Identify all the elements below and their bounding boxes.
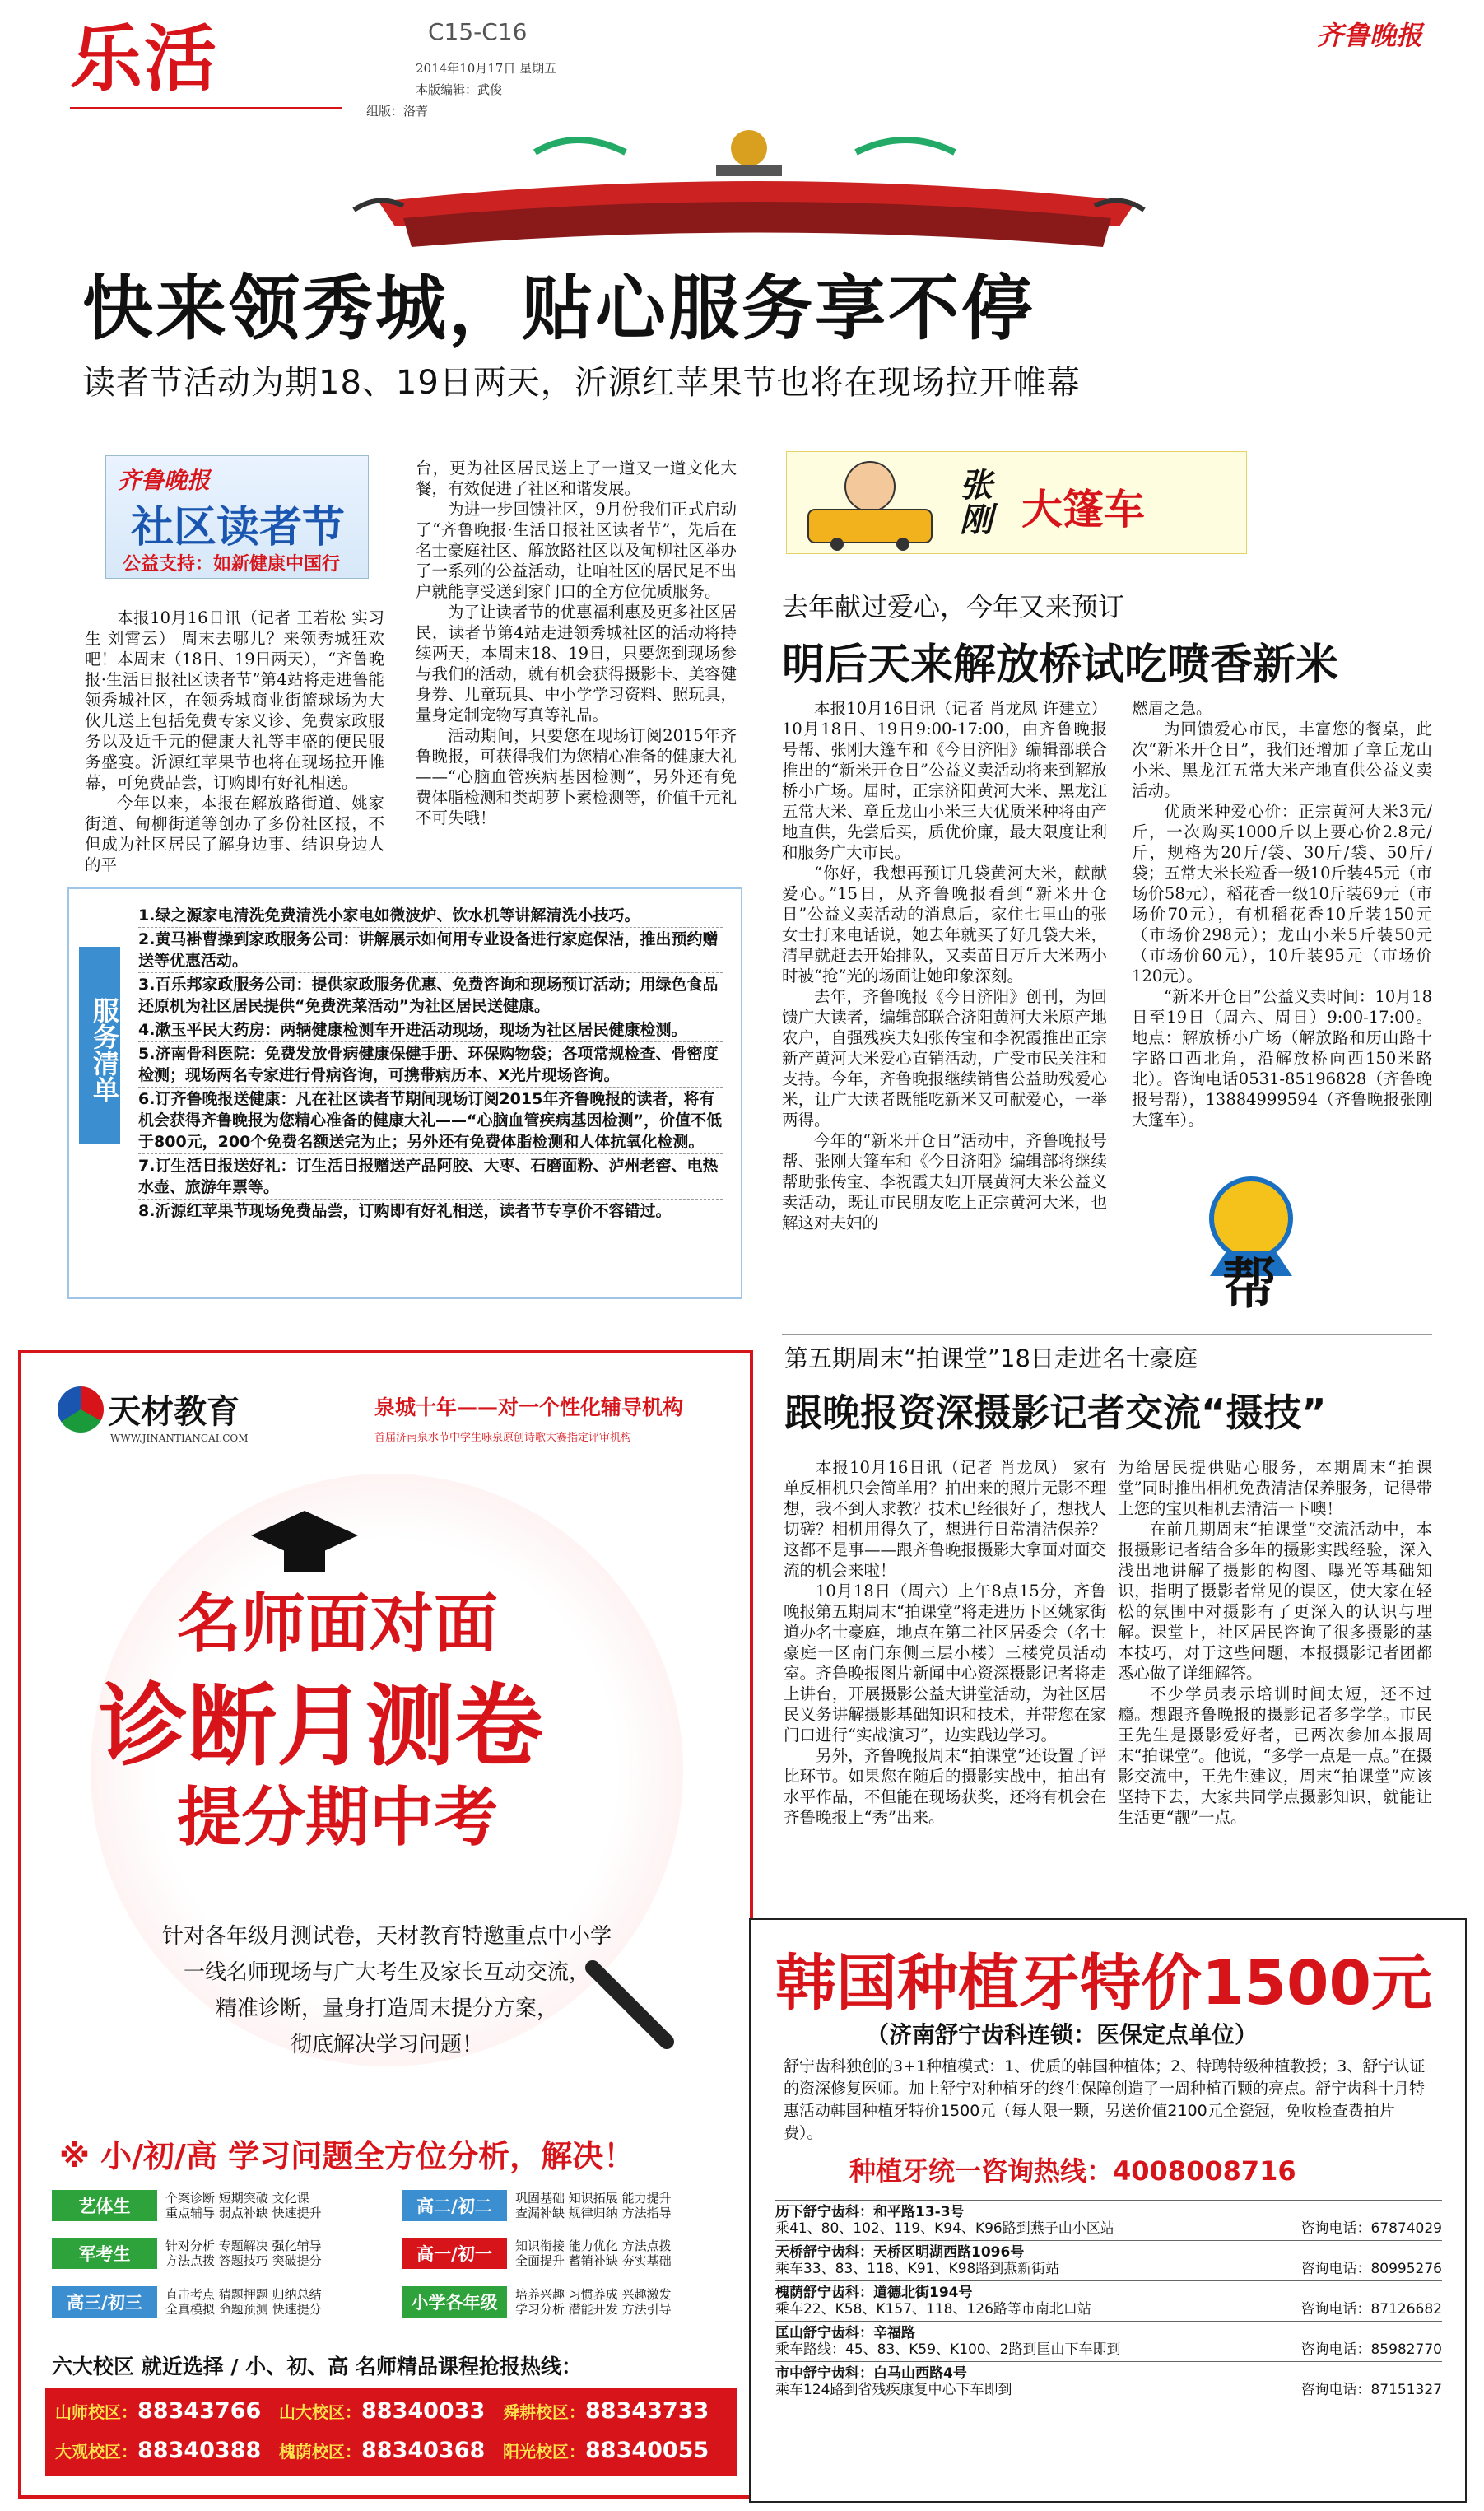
dental-ad xyxy=(749,1918,1467,2503)
campus-entry: 槐荫校区：88340368 xyxy=(279,2438,486,2463)
rice-paragraph: “你好，我想再预订几袋黄河大米，献献爱心。”15日，从齐鲁晚报看到“新米开仓日”公益义卖活动的消息后，家住七里山的张女士打来电话说，她去年就买了好几袋大米，清早就赶去开始排队，又卖苗日万斤大米两小时被“抢”光的场面让她印象深刻。 xyxy=(782,864,1107,985)
photo-paragraph: 10月18日（周六）上午8点15分，齐鲁晚报第五期周末“拍课堂”将走进历下区姚家街道办名士豪庭，地点在第二社区居委会（名士豪庭一区南门东侧三层小楼）三楼党员活动室。齐鲁晚报图片新闻中心资深摄影记者将走上讲台，开展摄影公益大讲堂活动，为社区居民义务讲解摄影基础知识和技术，并带您在家门口进行“实战演习”，边实践边学习。 xyxy=(784,1582,1106,1745)
paper-logo: 齐鲁晚报 xyxy=(1317,20,1423,51)
magnifier-icon xyxy=(576,1951,691,2066)
tiancai-subline: 首届济南泉水节中学生咏泉原创诗歌大赛指定评审机构 xyxy=(374,1432,632,1444)
service-item: 4.漱玉平民大药房：两辆健康检测车开进活动现场，现场为社区居民健康检测。 xyxy=(138,1018,723,1042)
service-item: 1.绿之源家电清洗免费清洗小家电如微波炉、饮水机等讲解清洗小技巧。 xyxy=(138,904,723,928)
issue-date: 2014年10月17日 星期五 xyxy=(416,61,557,76)
tiancai-body-line: 一线名师现场与广大考生及家长互动交流， xyxy=(183,1960,590,1985)
rice-headline: 明后天来解放桥试吃喷香新米 xyxy=(782,641,1339,690)
campus-entry: 山师校区：88343766 xyxy=(55,2398,262,2424)
grade-row xyxy=(52,2282,385,2322)
photo-paragraph: 为给居民提供贴心服务，本期周末“拍课堂”同时推出相机免费清洁保养服务，记得带上您的宝贝相机去清洁一下噢！ xyxy=(1118,1458,1432,1518)
service-item: 8.沂源红苹果节现场免费品尝，订购即有好礼相送，读者节专享价不容错过。 xyxy=(138,1200,723,1223)
photo-paragraph: 本报10月16日讯（记者 肖龙凤） 家有单反相机只会简单用？拍出来的照片无影不理想，我不到人求教？技术已经很好了，想找人切磋？相机用得久了，想进行日常清洁保养？这都不是事——跟齐鲁晚报摄影大拿面对面交流的机会来啦！ xyxy=(784,1458,1106,1580)
grade-grid xyxy=(52,2186,735,2322)
lead-paragraph: 台，更为社区居民送上了一道又一道文化大餐，有效促进了社区和谐发展。 xyxy=(416,459,737,498)
banner-support: 公益支持：如新健康中国行 xyxy=(123,554,341,575)
branch-row: 匡山舒宁齿科：辛福路 乘车路线：45、83、K59、K100、2路到匡山下车即到 咨询电话：85982770 xyxy=(775,2321,1442,2361)
section-divider xyxy=(782,1334,1432,1335)
grade-row xyxy=(52,2186,385,2225)
masthead-rule xyxy=(70,107,342,109)
grade-label: 高一/初一 xyxy=(402,2238,507,2269)
lead-paragraph: 为了让读者节的优惠福利惠及更多社区居民，读者节第4站走进领秀城社区的活动将持续两天，本周末18、19日，只要您到现场参与我们的活动，就有机会获得摄影卡、美容健身券、儿童玩具、中小学学习资料、照玩具，量身定制宠物写真等礼品。 xyxy=(416,603,737,724)
grade-label: 军考生 xyxy=(52,2238,157,2269)
bus-illustration xyxy=(792,454,948,552)
banner-title: 社区读者节 xyxy=(131,503,346,552)
grade-items: 巩固基础 知识拓展 能力提升 查漏补缺 规律归纳 方法指导 xyxy=(515,2191,672,2221)
tiancai-line2: 诊断月测卷 xyxy=(99,1675,544,1778)
photo-column-2 xyxy=(1118,1457,1432,1828)
dental-branches xyxy=(775,2200,1442,2402)
lead-column-1 xyxy=(85,608,384,875)
grade-items: 培养兴趣 习惯养成 兴趣激发 学习分析 潜能开发 方法引导 xyxy=(515,2286,672,2317)
lead-paragraph: 本报10月16日讯（记者 王若松 实习生 刘霄云） 周末去哪儿？来领秀城狂欢吧！本周末（18日、19日两天），“齐鲁晚报·生活日报社区读者节”第4站将走进鲁能领秀城社区，在领秀城商业街篮球场为大伙儿送上包括免费专家义诊、免费家政服务以及近千元的健康大礼等丰盛的便民服务盛宴。沂源红苹果节也将在现场拉开帷幕，可免费品尝，订购即有好礼相送。 xyxy=(85,608,384,792)
tiancai-logo xyxy=(58,1386,249,1444)
reader-festival-banner xyxy=(105,455,369,579)
banner-brand: 齐鲁晚报 xyxy=(118,467,211,494)
tiancai-logo-mark xyxy=(58,1386,104,1433)
editor: 本版编辑：武俊 xyxy=(416,82,503,97)
grade-items: 知识衔接 能力优化 方法点拨 全面提升 蓄销补缺 夯实基础 xyxy=(515,2238,672,2269)
rice-column-2 xyxy=(1132,698,1432,1130)
photo-paragraph: 另外，齐鲁晚报周末“拍课堂”还设置了评比环节。如果您在随后的摄影实战中，拍出有水平作品，不但能在现场获奖，还将有机会在齐鲁晚报上“秀”出来。 xyxy=(784,1746,1106,1827)
tiancai-line1: 名师面对面 xyxy=(177,1587,499,1661)
service-item: 7.订生活日报送好礼：订生活日报赠送产品阿胶、大枣、石磨面粉、泸州老窖、电热水壶、旅游年票等。 xyxy=(138,1154,723,1200)
layout-credit: 组版：洛菁 xyxy=(366,104,429,119)
lead-paragraph: 为进一步回馈社区，9月份我们正式启动了“齐鲁晚报·生活日报社区读者节”，先后在名士豪庭社区、解放路社区以及甸柳社区举办了一系列的公益活动，让咱社区的居民足不出户就能享受送到家门口的全方位优质服务。 xyxy=(416,500,737,601)
branch-row: 市中舒宁齿科：白马山西路4号 乘车124路到省残疾康复中心下车即到 咨询电话：87151327 xyxy=(775,2361,1442,2402)
rice-paragraph: 燃眉之急。 xyxy=(1132,699,1212,718)
campus-entry: 舜耕校区：88343733 xyxy=(503,2398,709,2424)
branch-row: 历下舒宁齿科：和平路13-3号 乘41、80、102、119、K94、K96路到燕子山小区站 咨询电话：67874029 xyxy=(775,2200,1442,2240)
help-badge-label: 帮 xyxy=(1222,1252,1277,1316)
rice-column-1 xyxy=(782,698,1107,1233)
tiancai-body-line: 彻底解决学习问题！ xyxy=(290,2033,483,2057)
section-title: 乐活 xyxy=(70,16,219,101)
grade-row xyxy=(402,2186,735,2225)
campus-entry: 阳光校区：88340055 xyxy=(503,2438,709,2463)
campus-grid xyxy=(45,2388,737,2476)
branch-row: 天桥舒宁齿科：天桥区明湖西路1096号 乘车33、83、118、K91、K98路到燕新街站 咨询电话：80995276 xyxy=(775,2240,1442,2280)
grade-items: 个案诊断 短期突破 文化课 重点辅导 弱点补缺 快速提升 xyxy=(165,2191,322,2221)
photo-headline: 跟晚报资深摄影记者交流“摄技” xyxy=(784,1391,1327,1435)
grade-row xyxy=(402,2282,735,2322)
lead-paragraph: 活动期间，只要您在现场订阅2015年齐鲁晚报，可获得我们为您精心准备的健康大礼——“心脑血管疾病基因检测”，另外还有免费体脂检测和类胡萝卜素检测等，价值千元礼不可失哦！ xyxy=(416,726,737,827)
rice-paragraph: 为回馈爱心市民，丰富您的餐桌，此次“新米开仓日”，我们还增加了章丘龙山小米、黑龙江五常大米产地直供公益义卖活动。 xyxy=(1132,720,1432,800)
dental-body: 舒宁齿科独创的3+1种植模式：1、优质的韩国种植体；2、特聘特级种植教授；3、舒宁认证的资深修复医师。加上舒宁对种植牙的终生保障创造了一周种植百颗的亮点。舒宁齿科十月特惠活动韩国种植牙特价1500元（每人限一颗，另送价值2100元全瓷冠，免收检查费拍片费）。 xyxy=(784,2057,1426,2142)
rice-paragraph: “新米开仓日”公益义卖时间：10月18日至19日（周六、周日）9:00-17:00。地点：解放桥小广场（解放路和历山路十字路口西北角，沿解放桥向西150米路北）。咨询电话0531-85196828（齐鲁晚报号帮），13884999594（齐鲁晚报张刚大篷车）。 xyxy=(1132,987,1432,1130)
tiancai-body-line: 精准诊断，量身打造周末提分方案， xyxy=(215,1996,558,2021)
tiancai-url: WWW.JINANTIANCAI.COM xyxy=(110,1433,249,1444)
tiancai-body-line: 针对各年级月测试卷，天材教育特邀重点中小学 xyxy=(161,1924,612,1949)
lead-subhead: 读者节活动为期18、19日两天，沂源红苹果节也将在现场拉开帷幕 xyxy=(82,364,1081,402)
rice-paragraph: 本报10月16日讯（记者 肖龙凤 许建立） 10月18日、19日9:00-17:00，由齐鲁晚报号帮、张刚大篷车和《今日济阳》编辑部联合推出的“新米开仓日”公益义卖活动将来到解放桥小广场。届时，正宗济阳黄河大米、黑龙江五常大米、章丘龙山小米三大优质米种将由产地直供，先尝后买，质优价廉，最大限度让利和服务广大市民。 xyxy=(782,699,1107,862)
service-item: 6.订齐鲁晚报送健康：凡在社区读者节期间现场订阅2015年齐鲁晚报的读者，将有机会获得齐鲁晚报为您精心准备的健康大礼——“心脑血管疾病基因检测”，价值不低于800元，200个免费名额送完为止；另外还有免费体脂检测和人体抗氧化检测。 xyxy=(138,1088,723,1154)
campus-entry: 大观校区：88340388 xyxy=(55,2438,262,2463)
rice-paragraph: 今年的“新米开仓日”活动中，齐鲁晚报号帮、张刚大篷车和《今日济阳》编辑部将继续帮助张传宝、李祝霞夫妇开展黄河大米公益义卖活动，既让市民朋友吃上正宗黄河大米，也解这对夫妇的 xyxy=(782,1131,1107,1232)
service-item: 3.百乐邦家政服务公司：提供家政服务优惠、免费咨询和现场预订活动；用绿色食品还原机为社区居民提供“免费洗菜活动”为社区居民送健康。 xyxy=(138,973,723,1018)
service-item: 2.黄马褂曹操到家政服务公司：讲解展示如何用专业设备进行家庭保洁，推出预约赠送等优惠活动。 xyxy=(138,928,723,973)
tiancai-logo-text: 天材教育 xyxy=(108,1393,240,1431)
grade-row xyxy=(402,2234,735,2273)
lead-paragraph: 今年以来，本报在解放路街道、姚家街道、甸柳街道等创办了多份社区报，不但成为社区居民了解身边事、结识身边人的平 xyxy=(85,794,384,874)
branch-row: 槐荫舒宁齿科：道德北街194号 乘车22、K58、K157、118、126路等市南北口站 咨询电话：87126682 xyxy=(775,2280,1442,2321)
temple-roof-illustration xyxy=(329,103,1169,259)
grade-label: 高二/初二 xyxy=(402,2190,507,2221)
dental-headline: 韩国种植牙特价1500元 xyxy=(775,1948,1432,2019)
service-list xyxy=(138,904,723,1223)
bus-brand: 张刚 xyxy=(960,466,993,539)
tiancai-banner: ※ 小/初/高 学习问题全方位分析，解决！ xyxy=(59,2138,635,2174)
tiancai-line3: 提分期中考 xyxy=(177,1781,499,1855)
service-list-label: 服务清单 xyxy=(79,947,120,1144)
dental-sub: （济南舒宁齿科连锁：医保定点单位） xyxy=(866,2021,1258,2048)
photo-kicker: 第五期周末“拍课堂”18日走进名士豪庭 xyxy=(784,1344,1198,1372)
grade-row xyxy=(52,2234,385,2273)
dental-hotline: 种植牙统一咨询热线：4008008716 xyxy=(849,2155,1296,2187)
help-badge xyxy=(1177,1169,1325,1316)
lead-column-2 xyxy=(416,458,737,828)
rice-paragraph: 去年，齐鲁晚报《今日济阳》创刊，为回馈广大读者，编辑部联合济阳黄河大米原产地农户，自强残疾夫妇张传宝和李祝霞推出正宗新产黄河大米爱心直销活动，广受市民关注和支持。今年，齐鲁晚报继续销售公益助残爱心米，让广大读者既能吃新米又可献爱心，一举两得。 xyxy=(782,987,1107,1130)
campus-title: 六大校区 就近选择 / 小、初、高 名师精品课程抢报热线： xyxy=(52,2355,582,2378)
bus-column-banner xyxy=(786,451,1247,554)
grade-label: 小学各年级 xyxy=(402,2286,507,2318)
rice-kicker: 去年献过爱心，今年又来预订 xyxy=(782,591,1125,622)
campus-entry: 山大校区：88340033 xyxy=(279,2398,486,2424)
photo-paragraph: 不少学员表示培训时间太短，还不过瘾。想跟齐鲁晚报的摄影记者多学学。市民王先生是摄影爱好者，已两次参加本报周末“拍课堂”。他说，“多学一点是一点。”在摄影交流中，王先生建议，周末“拍课堂”应该坚持下去，大家共同学点摄影知识，就能让生活更“靓”一点。 xyxy=(1118,1684,1432,1827)
tiancai-body xyxy=(123,1918,650,2063)
photo-column-1 xyxy=(784,1457,1106,1828)
page-range: C15-C16 xyxy=(428,18,528,45)
photo-paragraph: 在前几期周末“拍课堂”交流活动中，本报摄影记者结合多年的摄影实践经验，深入浅出地讲解了摄影的构图、曝光等基础知识，指明了摄影者常见的误区，使大家在轻松的氛围中对摄影有了更深入的认识与理解。课堂上，社区居民咨询了很多摄影的基本技巧，对于这些问题，本报摄影记者团都悉心做了详细解答。 xyxy=(1118,1520,1432,1683)
grade-items: 针对分析 专题解决 强化辅导 方法点拨 答题技巧 突破提分 xyxy=(165,2238,322,2269)
bus-brand-box: 大篷车 xyxy=(1021,486,1145,533)
tiancai-tagline: 泉城十年——对一个性化辅导机构 xyxy=(374,1395,684,1419)
rice-paragraph: 优质米种爱心价：正宗黄河大米3元/斤，一次购买1000斤以上要心价2.8元/斤，规格为20斤/袋、30斤/袋、50斤/袋；五常大米长粒香一级10斤装45元（市场价58元），稻花香一级10斤装69元（市场价70元），有机稻花香10斤装150元（市场价298元）；龙山小米5斤装50元（市场价60元），10斤装95元（市场价120元）。 xyxy=(1132,802,1432,985)
grade-label: 艺体生 xyxy=(52,2190,157,2221)
service-item: 5.济南骨科医院：免费发放骨病健康保健手册、环保购物袋；各项常规检查、骨密度检测；现场两名专家进行骨病咨询，可携带病历本、X光片现场咨询。 xyxy=(138,1042,723,1088)
lead-headline: 快来领秀城，贴心服务享不停 xyxy=(82,268,1035,350)
grade-items: 直击考点 猜题押题 归纳总结 全真模拟 命题预测 快速提分 xyxy=(165,2286,322,2317)
grade-label: 高三/初三 xyxy=(52,2286,157,2318)
